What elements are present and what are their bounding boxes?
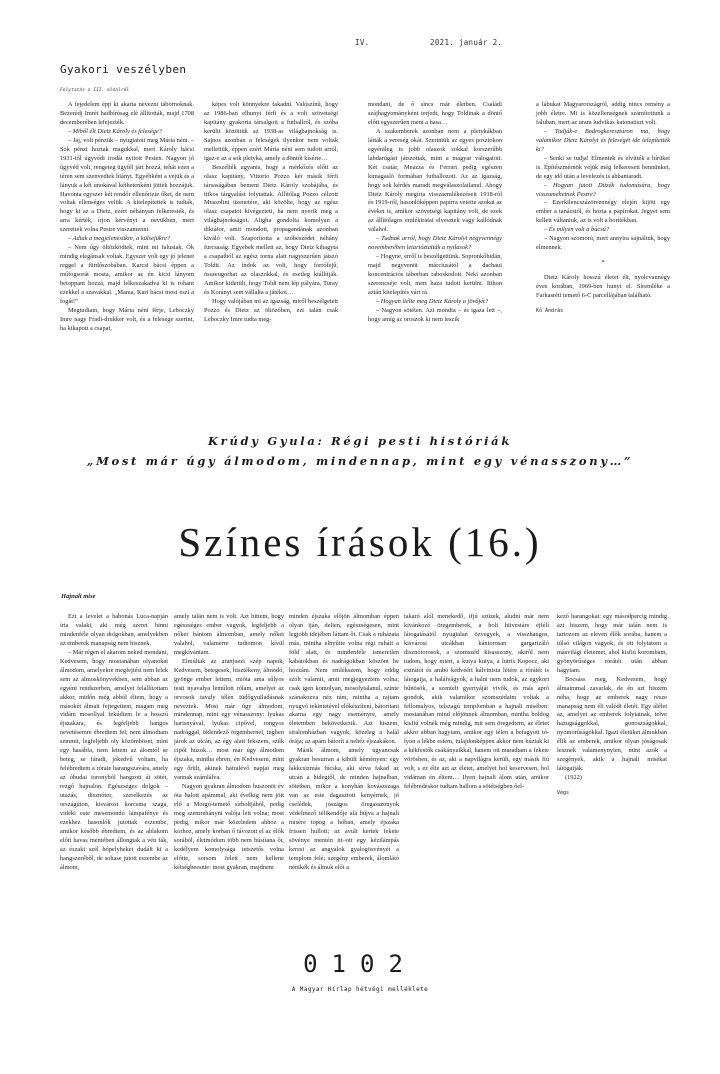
series-kicker: Krúdy Gyula: Régi pesti históriák bbox=[207, 434, 512, 448]
article2-column-3 bbox=[289, 613, 399, 873]
paragraph: Dietz Károly hosszú életet élt, nyolcvannégy éves korában, 1969-ben hunyt el. Síremléke a Farkasréti temető 6-C parcellájában található. bbox=[536, 274, 670, 300]
issue-date: 2021. január 2. bbox=[430, 38, 503, 47]
paragraph: takaró alól menekedő, ifjú szüzek, aludni már nem kivánkozó öregemberek, a holt hitvestárs éjfélí látogatásától nyugtalan özvegyek, a visszhangos, kisvárosi utcákban kántorosan gargarizáló disznótorosok, a szomszéd kisasszony, akiről nem tudom, hogy miért, a kutya kutya, a lutris Kopocz, aki extrátói és ambó kedvéért kálvinista létére a rórátét is látogatja, a halálvágyók, a halni nem tudók, az egykori bűnösök, a szentelt gyertyáját vivők, és más apró gondok, akik valamikor szomszédaim voltak a fellomalyos, telszagú templomban a hajnali misében: mostanában mind előjönnek álmomban, mintha boldog kisfiú volnék még mindig, mit sem öregedtem, az életet akkor abban hagytam, amikor egy télen a befagyott tólyon a lékbe estem, tulajdonképpen akkor nem húztak ki a kékfestők csákányaikkal, hanem ott maradtam a fekete vörösben, és az, aki a napvilágra került, egy másik fiú volt, s ez élte azt az életet, amelyet hol keservesen, hol vidáman én éltem… Ilyen hajnali álom után, amikor felébredéskor tudtam hallom a sötétségben őel- bbox=[404, 613, 549, 791]
paragraph: – Senki se tudja! Elmentek és elvitték a hírüket is. Építészmérnök vejük még felkeresett bennünket, de egy idő után a levelezés is abbamaradt. bbox=[536, 154, 670, 180]
paragraph: – Nem úgy öltözködtek, mint mi falusiak. Ők mindig elegánsak voltak. Egyszer volt egy jó jelenet reggel a fürdőszobában. Karcsi bácsi éppen a műfogsorát mosta, amikor az én kicsi lányom betoppant hozzá, majd lelkeszakadva ki is rohant ezekkel a szavakkal. „Mama, Kari bácsi most eszi a fogát!” bbox=[60, 244, 194, 305]
paragraph: (1922) bbox=[565, 774, 582, 782]
paragraph: – Nagyon sötéten. Azt mondta – és igaza lett –, hogy amíg az oroszok ki nem teszik bbox=[368, 306, 502, 323]
paragraph: – Hogyne, erről is beszélgettünk. Sopronkőhidán, majd negyvenöt márciusától a dachaui koncentrációs táborban raboskodott. Neki azonban szerencséje volt, mert haza tudott kerülni. Itthon aztán kitelepítés várt rá. bbox=[368, 253, 502, 297]
paragraph: A szakemberek azonban nem a pletykákban látták a vereség okát. Szerintük az egyes posztokon egyénileg is jobb olaszok sokkal korszerűbb labdarúgást játszottak, mint a magyar válogatott. Két csatár, Meazza és Ferrari pedig egészen kimagasló formában futballozott. Az az igazság, hogy sok kérdés maradt megválaszolatlanul. Ahogy Dietz Károly megírta visszaemlékezéseit 1918-ról és 1919-ről, hasonlóképpen papírra vetette azokat az éveket is, amikor szövetségi kapitány volt, de ezek az állítólagos emlékiratai elvesztek vagy kallódnak valahol. bbox=[368, 127, 502, 234]
story-headline: Színes írások (16.) bbox=[178, 519, 542, 565]
article2-column-5 bbox=[557, 613, 667, 798]
paragraph: Bocsáss meg, Kedvesem, hogy álmaimmal zavarlak, de én azt hiszem néha, hogy az emberek nagy része manapság nem éli valódi életét. Egy álélet az, amelyet az emberek folytatnak, telve hazugsággokkal, gonoszságokkal, nyomorúságokkal. Igazi életüket álmukban élik az emberek, amikor olyan jóságosak lesznek valamenynyien, mint azok a szegények, akik a hajnali misékat látogatják. bbox=[557, 675, 667, 773]
paragraph: – Adtak a megjelenésükre, a külsejükre? bbox=[68, 235, 170, 243]
article1-column-2 bbox=[204, 101, 338, 325]
paragraph: – Tudnak arról, hogy Dietz Károlyt negyvennégy novemberében letartóztatták a nyilasok? bbox=[368, 235, 502, 252]
article1-column-4 bbox=[536, 101, 670, 316]
story-quote-kicker: „Most már úgy álmodom, mindennap, mint egy vénasszony…” bbox=[86, 454, 634, 468]
article1-column-1 bbox=[60, 101, 194, 334]
paragraph: Nagyon gyakran álmodom huszonöt év óta halott apámmal, aki évelkig nem jött elő a Morgó-temető sírboltjából, pedig meg szemrehányni valója lett volna; most pedig, mikor már közeledem ahhoz a korhoz, amely korban ő távozott el az élők sorából, életmódom több nem búsítana őt, kedélyem komolysága tetszetős volna előtte, sorsom felett nem kellene kétségbeesnie: most gyakran, majdnem bbox=[174, 783, 284, 871]
paragraph: minden éjszaka előjön álmomban éppen olyan iján, delien, egészségesen, mint legjobb idejében láttam őt. Csak a ruházata más, mintha elnyűtte volna régi ruháit a föld alatt, és mindenféle ismeretlen kabátokban és nadrágokban köszönt be hozzám. Nem emlékszem, hogy eddig szólt valamit, amit megjegyeztem volna; csak igen komolyan, mosolytalanul, szinte szánakozva néz rám, mintha a rajtam nyugvó tekintetével előkészítení, bátorítani akarna egy nagy eseményre, amely életemben bekövetkezik. Azt hiszem, siralomházban vagyok, közeleg a halál órája; az apám bátorít a nehéz éjszakákon. bbox=[289, 613, 399, 746]
paragraph: mondani, de ő sincs már életben. Családi szájhagyományként terjedt, hogy Toldinak a döntő előtt egyszerűen ment a hasa… bbox=[368, 101, 502, 126]
paragraph: Elmúltak az aranjuezi szép napok, Kedvesem, betegesek, hisztékeny, álmodó, gyönge ember lettem, mióta ama sűlyos testi nyavalya lemúlott rólam, amelyet az orvosok tavaly télen tüdőgyulladásnak neveztek. Most már úgy álmodom, mindennap, mint egy vénasszony: lyukas harisnyával, lyukas cipővel, rongyos nadrággal, öklendező örgembernel, ingben járok az utcán, az égy alatt fekszem, szűk cipőt húzok… most már úgy álmodom éjszaka, mintha ébren, én Kedvesem, mint egy őrült, akinek hátralévő napjai meg vannak számlálva. bbox=[174, 657, 284, 782]
paragraph: – És milyen volt a búcsú? bbox=[544, 226, 610, 234]
paragraph: Hogy valójában mi az igazság, miről beszélgetett Pozzo és Dietz az öltözőben, ezt talán csak Leboczky Imre tudta meg- bbox=[204, 297, 338, 323]
paragraph: Beszélték ugyanis, hogy a mérkőzés előtt az olasz kapitány, Vittorio Pozzo két másik férfi társaságában bement Dietz Károly szobájába, és titkos tárgyalást folytattak. Állítólag Pozzo célzott Mussolini üzenetére, aki közölte, hogy az egész olasz csapatot kivégezteti, ha nem nyerik meg a világbajnokságot. Aligha gondolta komolyan a diktátor, amit mondott, propagandának azonban kiváló volt. Szaporította a szóbeszédet néhány furcsaság. Egyebek mellett az, hogy Dietz kihagyta a csapatból az egész torna alatt nagyszerűen játszó Toldit. Az indok az volt, hogy forrófejű, összeugorhat az olaszokkal, és esetleg kiállítják. Amikor kiderült, hogy Toldi nem lép pályára, Turay és Korányi sem vállalta a játékot… bbox=[204, 163, 338, 297]
article2-column-4 bbox=[404, 613, 549, 792]
page-number: 0102 bbox=[303, 950, 417, 978]
paragraph: kező harangokat: egy másodpercig mindig azt hiszem, hogy már talán nem is tartozom az eleven élők sorába, hanem a túlsó világon vagyok, és ott folytatom a másvilági életemet, ahol kisfiú korombam, gyönyörűséges rórátét után abban hagytam. bbox=[557, 613, 667, 674]
paragraph: – Nagyon szomorú, mert annyira sajnáltuk, hogy elmennek. bbox=[536, 235, 670, 252]
paragraph: amely talán nem is volt. Azt hittem, hogy egészséges ember vagyok, legfeljebb a nőket bántom álmomban, amely nőket valahol, valamerre tudtomon kívül megkívántam. bbox=[174, 613, 284, 656]
paragraph: Ezt a levelet a babonás Luca-napján írta valaki, aki még szeret hinni mindenféle olyan dolgokban, amelyekben az emberek manapság nem hisznek. bbox=[60, 613, 168, 647]
paragraph: Másik álmom, amely ugyancsak gyakran besurran a kibült kéményen: egy lakkcsizmás fúcska, aki sírva fakad az utcán a hidegtől, de minden hajnalban, sötétben, mikor a konyhán kovászszaga van az este dagasztott kenyérnek, jó cselédek, jószágos öregasszonyok védelmező télikendője alá bújva a hajnali misére topog a hóban, amely éjszaka frissen hullott; az avult kertek fekete sövénye mentén itt–ott egy kézilámpás keresi az angyalok gyalogösvényét a templom felé; szegény emberek, álomlátó nénikék és álmuk előt a bbox=[289, 747, 399, 871]
paragraph: A fejedelem épp ki akarta nevezni tábornoknak. Bezerédj Imrét hadbírósag elé állították, majd 1708 decemberében lefejezték. bbox=[60, 101, 194, 126]
paragraph: – Ezerkilencszázötvennégy elején kijött egy ember a tanácstól, és hozta a papírokat. Jegyet sem kellett váltaniuk, az is volt a borítékban. bbox=[536, 199, 670, 225]
paragraph: – Tudják-e Bodrogkeresztúron ma, hogy valamikor Dietz Károlyt és feleségét ide telepítették ki? bbox=[536, 127, 670, 153]
paragraph: Kő András bbox=[536, 308, 564, 315]
paragraph: – Jaj, volt pénzük – nyugtatott meg Mária néni. – Sok pénzt hoztak magukkal, mert Károly bácsi 1931-től úgyvédi irodát nyitott Pesten. Nagyon jó úgyvéd volt, rengeteg ügyfél járt hozzá, tehát ezen a téren sem szenvedtek hiányt. Egyébként a vejük és a lányuk a két unokával kéthetenként jöttek hozzájuk. Havonta egyszer két rendőr ellenőrizte őket, de nem voltak ellenséges velük. A kitelepítettek is tudták, hogy ki az a Dietz, ezért néhányan felkeresték, és arra kérték, írjon kérvényt a nevükben, mert szerettek volna Pestre visszamenni. bbox=[60, 136, 194, 234]
paragraph: képes volt könnyekre fakadni. Valószínű, hogy az 1986-ban elhunyt férfi és a volt szövetségi kapitány gyakorta társalgott a futballról, és szóba kerülit közöttük az 1938-as világbajnokság is. Sajnos azonban a feleségek ilyenkor nem voltak mellettük, éppen ezért Mária néni sem tudott arról, igaz-e az a sok pletyka, amely a döntőt kísérte… bbox=[204, 101, 338, 162]
paragraph: – Már régen el akarom neked mondani, Kedvesem, hogy mostanában olyanokat álmodom, amelyekre megfejtést nem lelek sem az álmoskönyvekben, sem abban az egyéni rendszerben, amelyet felállítottam akkor, midőn még abból éltem, hogy a másokét álmait fejtegettem, magam meg vidám mosollyal fekúdtem le a hosszú éjszakára, és legfeljebb hangos nevetésemre ébredtem fel; nem álmodtam semmit, legfeljebb oly közömböset, mint egy hasábfa, nem lettem az álomtól se beteg, se fáradt, jókedvű voltam, ha felébredtem a rórate harangszavára, amely az óbudai toronyból hangzott át sötét, rezgő hajnalon. Egészséges dolgok – utazás, disznótor, szerelkezés az országúton, kisvárosi korcsma szaga, vidéki este mesemondó lámpafénye és ezekhez hasonlók jutottak eszembe, amikor később ébredtem, és az ablakom előtt havas mentében állongtak a vén fák, az északi szél hópelyheket dudált ki a hangszeréből, de sohase jutott eszembe az álmom, bbox=[60, 648, 168, 871]
article2-column-1 bbox=[60, 613, 168, 873]
paragraph: a lábukat Magyarországról, addig nincs remény a jobb életre. Mi is közellenségnek számítottunk a faluban, mert az uram ludvikás katonatiszt volt. bbox=[536, 101, 670, 126]
continued-note: Folytatás a III. oldalról bbox=[60, 88, 130, 93]
paragraph: Megtudtam, hogy Mária néni férje, Leboczky Imre nagy Fradi-drukker volt, és a felesége szerint, ha kikapott a csapat, bbox=[60, 306, 194, 332]
page-roman-numeral: IV. bbox=[355, 38, 370, 47]
article1-column-3 bbox=[368, 101, 502, 325]
paragraph: – Miből élt Dietz Károly és felesége? bbox=[68, 127, 162, 135]
paragraph: Végs bbox=[557, 790, 570, 797]
paragraph: * bbox=[601, 259, 605, 267]
article-title: Gyakori veszélyben bbox=[60, 63, 187, 76]
paragraph: – Hogyan ítélte meg Dietz Károly a jövőjét? bbox=[376, 297, 488, 305]
section-label: Hajnali mise bbox=[61, 593, 96, 600]
article2-column-2 bbox=[174, 613, 284, 873]
paragraph: – Hogyan jutott Ditzék tudomására, hogy visszamehetnek Pestre? bbox=[536, 181, 670, 198]
supplement-caption: A Magyar Hírlap hétvégi melléklete bbox=[291, 986, 429, 993]
